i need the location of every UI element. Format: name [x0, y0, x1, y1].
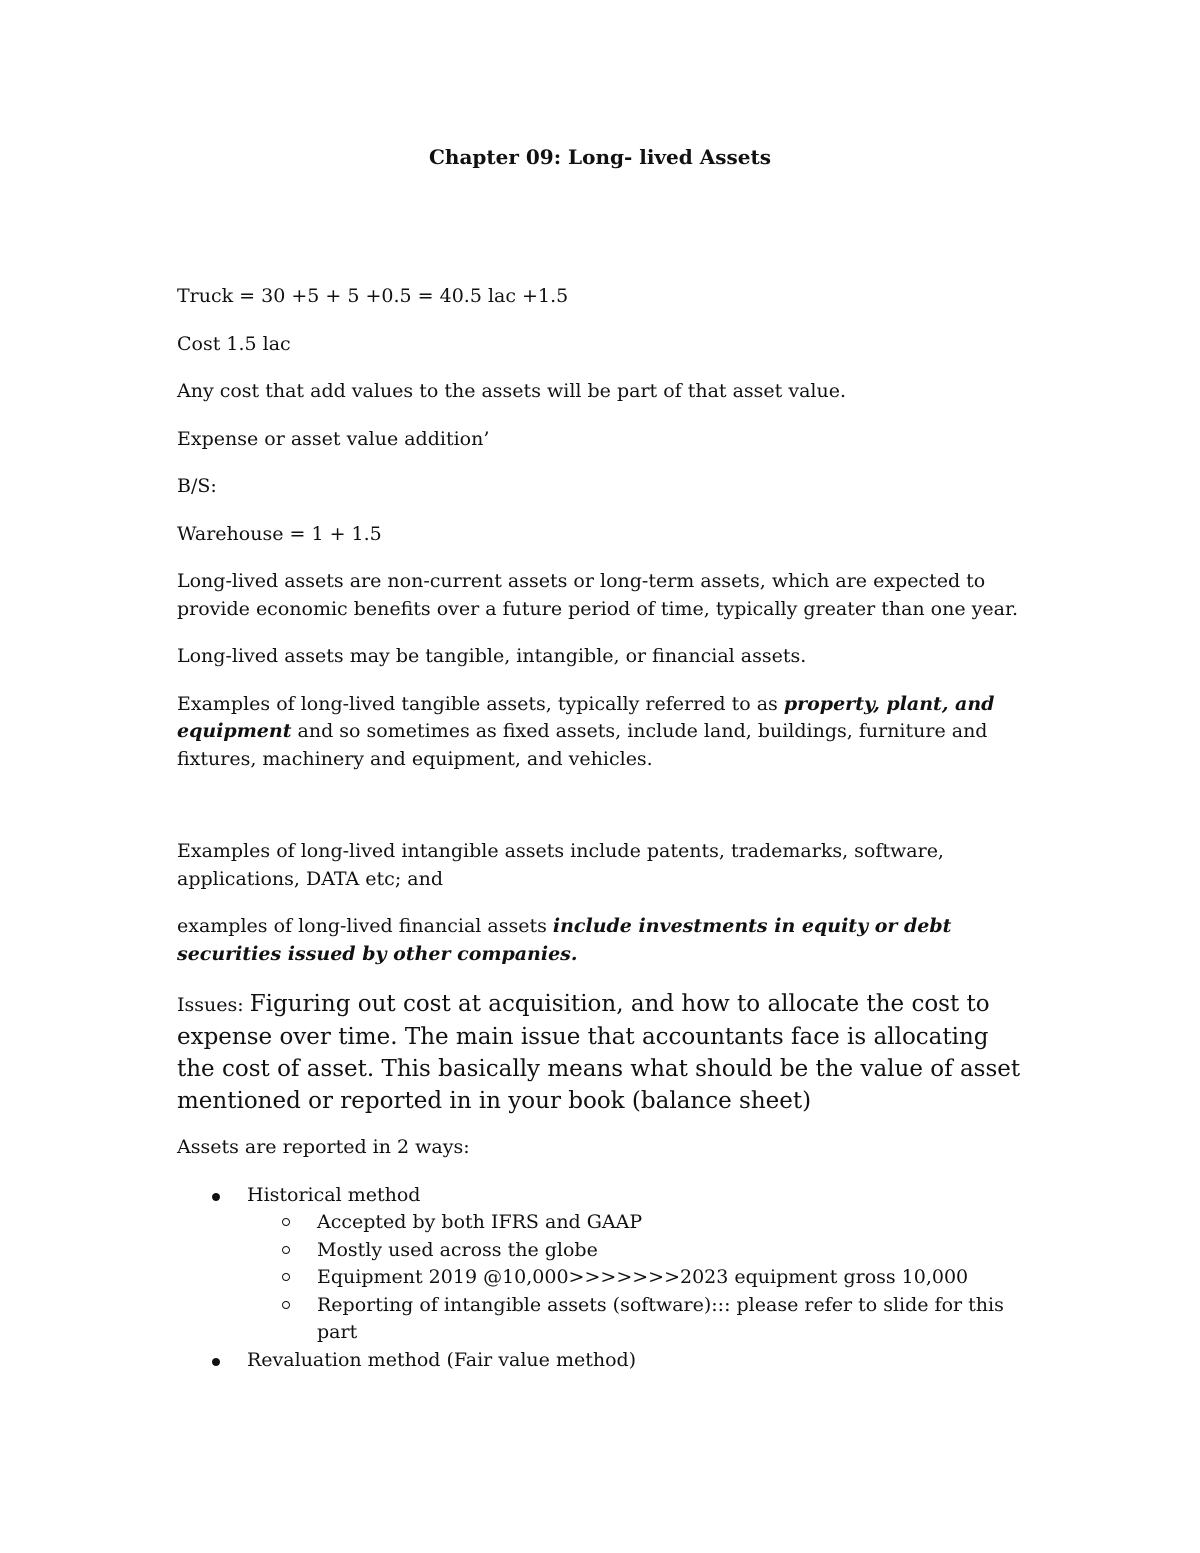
tangible-emphasis: property, plant, and equipment	[177, 692, 995, 742]
truck-line: Truck = 30 +5 + 5 +0.5 = 40.5 lac +1.5	[177, 285, 569, 307]
hollow-bullet-icon	[282, 1273, 290, 1281]
financial-emphasis: include investments in equity or debt securities issued by other companies.	[177, 915, 952, 965]
sublist-item-text: Reporting of intangible assets (software)::: please refer to slide for this part	[317, 1293, 1004, 1343]
sublist-item-text: Accepted by both IFRS and GAAP	[317, 1211, 643, 1233]
historical-label: Historical method	[247, 1183, 421, 1206]
historical-sublist	[247, 1209, 1027, 1347]
list-item-historical	[177, 1182, 1027, 1347]
sublist-item-text: Equipment 2019 @10,000>>>>>>>2023 equipment gross 10,000	[317, 1266, 969, 1288]
bullet-icon	[212, 1193, 220, 1201]
sublist-item	[247, 1292, 1027, 1347]
issues-text: Figuring out cost at acquisition, and how to allocate the cost to expense over time. The main issue that accountants face is allocating the cost of asset. This basically means what should be the value of asset mentioned or reported in in your book (balance sheet)	[177, 991, 1021, 1114]
document-body	[177, 283, 1027, 1374]
tangible-examples	[177, 691, 1027, 774]
reporting-methods-list	[177, 1182, 1027, 1375]
issues-paragraph	[177, 988, 1027, 1117]
tangible-prefix: Examples of long-lived tangible assets, typically referred to as	[177, 692, 784, 715]
bs-line: B/S:	[177, 475, 217, 497]
issues-label: Issues:	[177, 994, 250, 1016]
long-lived-types: Long-lived assets may be tangible, intangible, or financial assets.	[177, 645, 807, 667]
hollow-bullet-icon	[282, 1218, 290, 1226]
long-lived-definition: Long-lived assets are non-current assets or long-term assets, which are expected to provide economic benefits over a future period of time, typically greater than one year.	[177, 570, 1018, 620]
financial-examples	[177, 913, 1027, 968]
sublist-item	[247, 1264, 1027, 1292]
page-title: Chapter 09: Long- lived Assets	[429, 145, 771, 169]
cost-line: Cost 1.5 lac	[177, 332, 291, 355]
expense-line: Expense or asset value addition’	[177, 427, 490, 450]
sublist-item	[247, 1237, 1027, 1265]
hollow-bullet-icon	[282, 1246, 290, 1254]
financial-prefix: examples of long-lived financial assets	[177, 915, 553, 937]
intangible-examples: Examples of long-lived intangible assets include patents, trademarks, software, applications, DATA etc; and	[177, 840, 944, 890]
bullet-icon	[212, 1358, 220, 1366]
sublist-item	[247, 1209, 1027, 1237]
revaluation-label: Revaluation method (Fair value method)	[247, 1348, 637, 1371]
sublist-item-text: Mostly used across the globe	[317, 1238, 598, 1261]
hollow-bullet-icon	[282, 1301, 290, 1309]
list-item-revaluation	[177, 1347, 1027, 1375]
any-cost-line: Any cost that add values to the assets will be part of that asset value.	[177, 380, 846, 402]
warehouse-line: Warehouse = 1 + 1.5	[177, 522, 382, 545]
tangible-suffix: and so sometimes as fixed assets, include land, buildings, furniture and fixtures, machinery and equipment, and vehicles.	[177, 720, 988, 770]
reported-ways: Assets are reported in 2 ways:	[177, 1136, 470, 1158]
